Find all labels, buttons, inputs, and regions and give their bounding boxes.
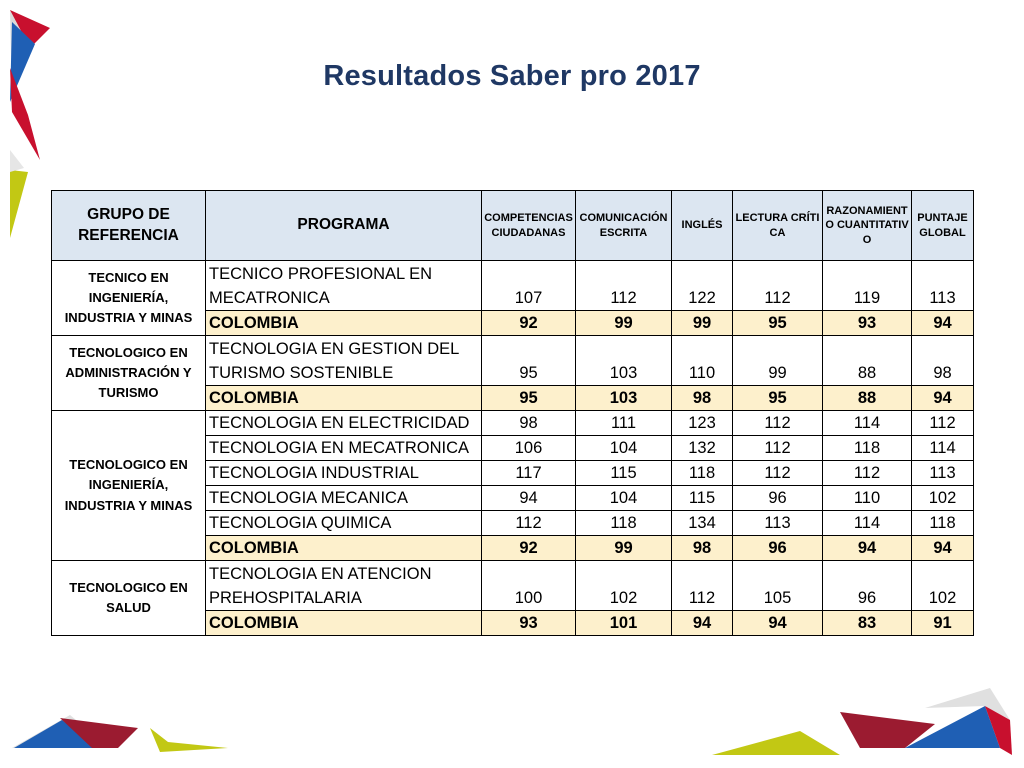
- score-ingles: 134: [672, 511, 733, 536]
- colombia-puntaje: 94: [912, 386, 974, 411]
- header-razonamiento: RAZONAMIENTO CUANTITATIVO: [823, 191, 912, 261]
- score-comunicacion: 112: [576, 261, 672, 311]
- colombia-comunicacion: 99: [576, 311, 672, 336]
- colombia-lectura: 96: [733, 536, 823, 561]
- score-puntaje: 114: [912, 436, 974, 461]
- header-grupo: GRUPO DE REFERENCIA: [52, 191, 206, 261]
- score-comunicacion: 102: [576, 561, 672, 611]
- header-puntaje: PUNTAJE GLOBAL: [912, 191, 974, 261]
- colombia-label: COLOMBIA: [206, 536, 482, 561]
- score-competencias: 112: [482, 511, 576, 536]
- score-ingles: 118: [672, 461, 733, 486]
- score-ingles: 115: [672, 486, 733, 511]
- score-comunicacion: 115: [576, 461, 672, 486]
- colombia-ingles: 98: [672, 536, 733, 561]
- score-puntaje: 102: [912, 486, 974, 511]
- colombia-puntaje: 94: [912, 311, 974, 336]
- colombia-razonamiento: 88: [823, 386, 912, 411]
- score-comunicacion: 104: [576, 486, 672, 511]
- colombia-ingles: 94: [672, 611, 733, 636]
- score-razonamiento: 110: [823, 486, 912, 511]
- program-name: TECNOLOGIA EN GESTION DEL TURISMO SOSTENIBLE: [206, 336, 482, 386]
- score-lectura: 112: [733, 461, 823, 486]
- score-ingles: 123: [672, 411, 733, 436]
- score-puntaje: 118: [912, 511, 974, 536]
- score-puntaje: 113: [912, 261, 974, 311]
- score-razonamiento: 119: [823, 261, 912, 311]
- header-comunicacion: COMUNICACIÓN ESCRITA: [576, 191, 672, 261]
- program-name: TECNOLOGIA EN ELECTRICIDAD: [206, 411, 482, 436]
- score-comunicacion: 103: [576, 336, 672, 386]
- program-name: TECNOLOGIA INDUSTRIAL: [206, 461, 482, 486]
- score-razonamiento: 118: [823, 436, 912, 461]
- score-ingles: 110: [672, 336, 733, 386]
- colombia-razonamiento: 94: [823, 536, 912, 561]
- score-ingles: 122: [672, 261, 733, 311]
- colombia-ingles: 98: [672, 386, 733, 411]
- program-name: TECNOLOGIA QUIMICA: [206, 511, 482, 536]
- colombia-competencias: 92: [482, 536, 576, 561]
- score-competencias: 117: [482, 461, 576, 486]
- score-competencias: 94: [482, 486, 576, 511]
- header-ingles: INGLÉS: [672, 191, 733, 261]
- score-lectura: 112: [733, 261, 823, 311]
- page-title: Resultados Saber pro 2017: [323, 60, 701, 92]
- results-table: [51, 190, 974, 636]
- score-lectura: 113: [733, 511, 823, 536]
- score-razonamiento: 114: [823, 511, 912, 536]
- score-razonamiento: 88: [823, 336, 912, 386]
- header-competencias: COMPETENCIAS CIUDADANAS: [482, 191, 576, 261]
- score-lectura: 96: [733, 486, 823, 511]
- group-label: TECNOLOGICO EN ADMINISTRACIÓN Y TURISMO: [52, 336, 206, 411]
- header-lectura: LECTURA CRÍTICA: [733, 191, 823, 261]
- colombia-lectura: 94: [733, 611, 823, 636]
- score-competencias: 106: [482, 436, 576, 461]
- score-ingles: 112: [672, 561, 733, 611]
- score-competencias: 95: [482, 336, 576, 386]
- program-name: TECNOLOGIA MECANICA: [206, 486, 482, 511]
- score-razonamiento: 114: [823, 411, 912, 436]
- colombia-ingles: 99: [672, 311, 733, 336]
- colombia-label: COLOMBIA: [206, 611, 482, 636]
- score-comunicacion: 118: [576, 511, 672, 536]
- score-puntaje: 113: [912, 461, 974, 486]
- table-row: [52, 411, 974, 436]
- score-razonamiento: 112: [823, 461, 912, 486]
- colombia-comunicacion: 101: [576, 611, 672, 636]
- group-label: TECNOLOGICO EN SALUD: [52, 561, 206, 636]
- colombia-razonamiento: 83: [823, 611, 912, 636]
- colombia-lectura: 95: [733, 311, 823, 336]
- score-comunicacion: 104: [576, 436, 672, 461]
- bottom-left-ribbon-shape: [12, 715, 228, 752]
- score-lectura: 99: [733, 336, 823, 386]
- score-competencias: 100: [482, 561, 576, 611]
- table-row: [52, 261, 974, 311]
- score-competencias: 98: [482, 411, 576, 436]
- score-puntaje: 112: [912, 411, 974, 436]
- program-name: TECNOLOGIA EN MECATRONICA: [206, 436, 482, 461]
- colombia-competencias: 92: [482, 311, 576, 336]
- colombia-lectura: 95: [733, 386, 823, 411]
- colombia-puntaje: 91: [912, 611, 974, 636]
- program-name: TECNICO PROFESIONAL EN MECATRONICA: [206, 261, 482, 311]
- colombia-competencias: 93: [482, 611, 576, 636]
- score-ingles: 132: [672, 436, 733, 461]
- program-name: TECNOLOGIA EN ATENCION PREHOSPITALARIA: [206, 561, 482, 611]
- colombia-label: COLOMBIA: [206, 311, 482, 336]
- score-lectura: 112: [733, 436, 823, 461]
- colombia-comunicacion: 99: [576, 536, 672, 561]
- colombia-competencias: 95: [482, 386, 576, 411]
- score-razonamiento: 96: [823, 561, 912, 611]
- top-left-ribbon-shape: [10, 10, 50, 238]
- score-lectura: 105: [733, 561, 823, 611]
- table-row: [52, 561, 974, 611]
- score-competencias: 107: [482, 261, 576, 311]
- table-header-row: [52, 191, 974, 261]
- group-label: TECNICO EN INGENIERÍA, INDUSTRIA Y MINAS: [52, 261, 206, 336]
- colombia-comunicacion: 103: [576, 386, 672, 411]
- score-puntaje: 98: [912, 336, 974, 386]
- colombia-puntaje: 94: [912, 536, 974, 561]
- score-puntaje: 102: [912, 561, 974, 611]
- bottom-right-ribbon-shape: [712, 688, 1012, 755]
- table-row: [52, 336, 974, 386]
- group-label: TECNOLOGICO EN INGENIERÍA, INDUSTRIA Y MINAS: [52, 411, 206, 561]
- colombia-label: COLOMBIA: [206, 386, 482, 411]
- score-comunicacion: 111: [576, 411, 672, 436]
- colombia-razonamiento: 93: [823, 311, 912, 336]
- header-programa: PROGRAMA: [206, 191, 482, 261]
- score-lectura: 112: [733, 411, 823, 436]
